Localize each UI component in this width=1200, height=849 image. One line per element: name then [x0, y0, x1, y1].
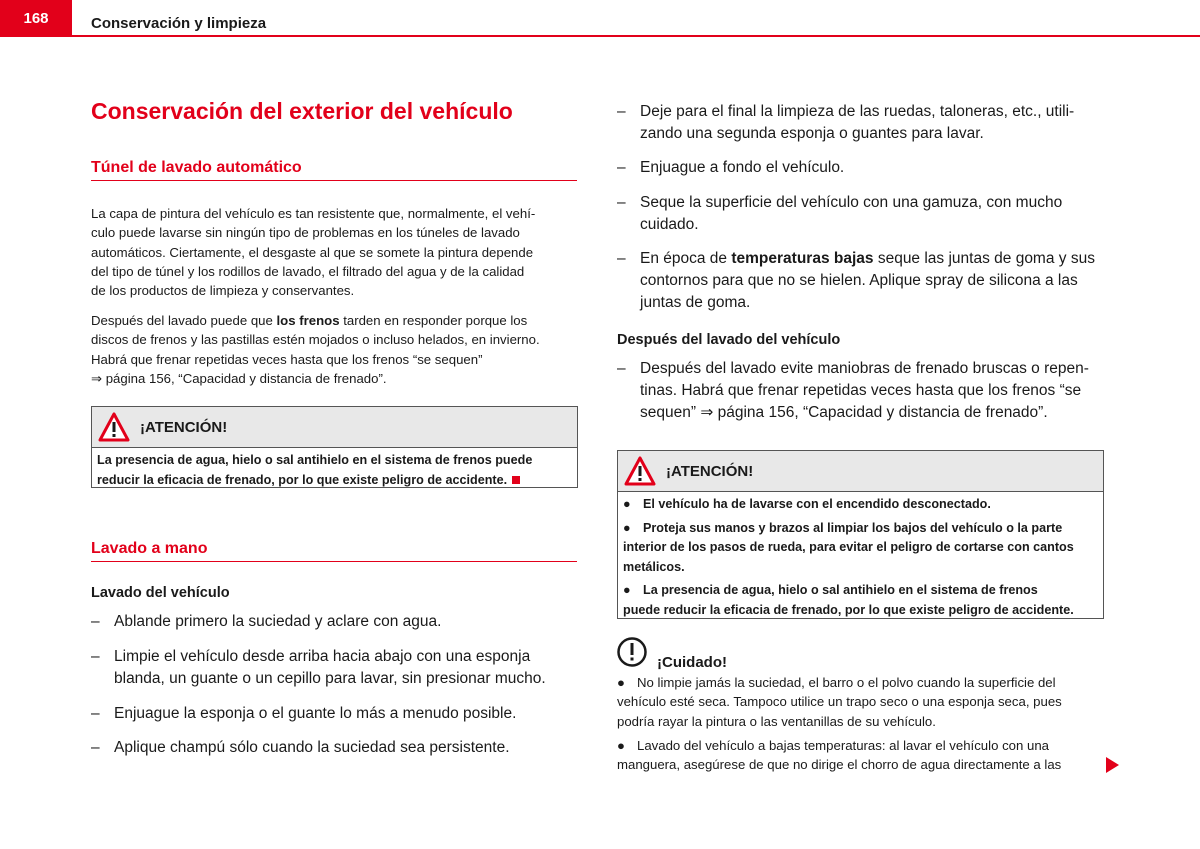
caution-text: manguera, asegúrese de que no dirige el chorro de agua directamente a las	[617, 757, 1062, 773]
warning-label: ¡ATENCIÓN!	[666, 462, 754, 480]
list-item	[617, 157, 1112, 179]
warning-body	[92, 448, 577, 492]
dash-bullet: –	[91, 739, 100, 756]
caution-text: vehículo esté seca. Tampoco utilice un trapo seco o una esponja seca, pues	[617, 694, 1062, 710]
list-item	[91, 737, 581, 759]
bullet-icon: ●	[623, 497, 631, 511]
warning-triangle-icon	[98, 412, 130, 442]
dash-bullet: –	[617, 103, 626, 120]
para-line: La capa de pintura del vehículo es tan resistente que, normalmente, el vehí-	[91, 206, 536, 221]
warning-text: El vehículo ha de lavarse con el encendido desconectado.	[643, 497, 991, 511]
list-item	[91, 611, 581, 633]
caution-circle-icon	[617, 637, 649, 669]
list-text: zando una segunda esponja o guantes para lavar.	[640, 125, 984, 142]
warning-body	[618, 492, 1103, 626]
bullet-icon: ●	[617, 737, 625, 753]
list-text: Enjuague a fondo el vehículo.	[640, 159, 845, 176]
cross-reference-link[interactable]: sequen” ⇒ página 156, “Capacidad y distancia de frenado”.	[640, 404, 1048, 421]
warning-box-washing	[617, 450, 1104, 619]
para-line: de los productos de limpieza y conservantes.	[91, 283, 355, 299]
list-item	[91, 703, 581, 725]
list-text: En época de	[640, 250, 732, 267]
dash-bullet: –	[617, 250, 626, 267]
para-bold: los frenos	[276, 313, 340, 328]
dash-bullet: –	[91, 613, 100, 630]
list-item	[91, 646, 581, 690]
list-bold: temperaturas bajas	[731, 250, 874, 267]
warning-text: puede reducir la eficacia de frenado, por lo que existe peligro de accidente.	[623, 602, 1074, 617]
warning-bullet-item	[623, 495, 1098, 515]
end-marker-icon	[512, 476, 520, 484]
list-item	[617, 192, 1112, 236]
list-item	[617, 101, 1112, 145]
header-rule	[72, 35, 1200, 37]
page-number: 168	[0, 0, 72, 37]
list-text: Ablande primero la suciedad y aclare con agua.	[114, 613, 442, 630]
tunel-paragraph-1	[91, 204, 577, 300]
list-text: blanda, un guante o un cepillo para lavar, sin presionar mucho.	[114, 670, 546, 687]
warning-header	[92, 407, 577, 448]
tunel-paragraph-2	[91, 311, 577, 388]
list-text: Seque la superficie del vehículo con una gamuza, con mucho	[640, 194, 1063, 211]
dash-bullet: –	[617, 159, 626, 176]
main-title: Conservación del exterior del vehículo	[91, 98, 513, 124]
list-text: Enjuague la esponja o el guante lo más a menudo posible.	[114, 705, 517, 722]
caution-text: No limpie jamás la suciedad, el barro o el polvo cuando la superficie del	[637, 675, 1056, 690]
section-title-tunel: Túnel de lavado automático	[91, 159, 577, 181]
subhead-despues: Después del lavado del vehículo	[617, 332, 841, 348]
caution-item	[617, 736, 1107, 775]
section-title-mano: Lavado a mano	[91, 540, 577, 562]
warning-bullet-item	[623, 581, 1098, 620]
bullet-icon: ●	[623, 520, 631, 535]
warning-header	[618, 451, 1103, 492]
para-line: del tipo de túnel y los rodillos de lavado, el filtrado del agua y de la calidad	[91, 263, 525, 279]
caution-body	[617, 673, 1107, 774]
warning-box-brakes	[91, 406, 578, 488]
warning-text: interior de los pasos de rueda, para evitar el peligro de cortarse con cantos	[623, 540, 1074, 554]
dash-bullet: –	[617, 194, 626, 211]
warning-text: Proteja sus manos y brazos al limpiar los bajos del vehículo o la parte	[643, 520, 1063, 535]
list-text: Limpie el vehículo desde arriba hacia abajo con una esponja	[114, 648, 531, 665]
warning-text: metálicos.	[623, 559, 685, 574]
bullet-icon: ●	[623, 583, 631, 597]
caution-item	[617, 673, 1107, 731]
list-text: contornos para que no se hielen. Aplique spray de silicona a las	[640, 272, 1078, 289]
list-text: seque las juntas de goma y sus	[873, 250, 1095, 267]
list-text: Después del lavado evite maniobras de frenado bruscas o repen-	[640, 360, 1089, 377]
para-line: discos de frenos y las pastillas estén mojados o incluso helados, en invierno.	[91, 332, 540, 348]
caution-block	[617, 637, 1107, 779]
bullet-icon: ●	[617, 675, 625, 690]
caution-label: ¡Cuidado!	[657, 654, 727, 671]
list-text: tinas. Habrá que frenar repetidas veces hasta que los frenos “se	[640, 382, 1082, 399]
caution-text: Lavado del vehículo a bajas temperaturas: al lavar el vehículo con una	[637, 737, 1049, 753]
dash-bullet: –	[91, 705, 100, 722]
header-title: Conservación y limpieza	[91, 15, 267, 32]
list-text: Deje para el final la limpieza de las ruedas, taloneras, etc., utili-	[640, 103, 1075, 120]
warning-label: ¡ATENCIÓN!	[140, 418, 228, 436]
list-text: Aplique champú sólo cuando la suciedad sea persistente.	[114, 739, 510, 756]
warning-triangle-icon	[624, 456, 656, 486]
warning-text: La presencia de agua, hielo o sal antihielo en el sistema de frenos	[643, 583, 1038, 597]
list-item	[617, 358, 1112, 424]
para-text: Después del lavado puede que	[91, 313, 277, 328]
warning-line: reducir la eficacia de frenado, por lo que existe peligro de accidente.	[97, 472, 508, 487]
caution-header	[617, 637, 1107, 669]
para-text: tarden en responder porque los	[339, 313, 528, 328]
list-text: cuidado.	[640, 216, 699, 233]
para-line: Habrá que frenar repetidas veces hasta que los frenos “se sequen”	[91, 351, 483, 367]
para-line: automáticos. Ciertamente, el desgaste al que se somete la pintura depende	[91, 244, 534, 260]
para-line: culo puede lavarse sin ningún tipo de problemas en los túneles de lavado	[91, 225, 520, 241]
list-item	[617, 248, 1112, 314]
cross-reference-link[interactable]: ⇒ página 156, “Capacidad y distancia de frenado”.	[91, 370, 387, 386]
subhead-lavado: Lavado del vehículo	[91, 585, 230, 601]
list-text: juntas de goma.	[640, 294, 751, 311]
continue-arrow-icon	[1106, 757, 1119, 773]
warning-line: La presencia de agua, hielo o sal antihielo en el sistema de frenos puede	[97, 453, 533, 467]
dash-bullet: –	[91, 648, 100, 665]
warning-bullet-item	[623, 519, 1098, 578]
dash-bullet: –	[617, 360, 626, 377]
caution-text: podría rayar la pintura o las ventanillas de su vehículo.	[617, 713, 936, 729]
